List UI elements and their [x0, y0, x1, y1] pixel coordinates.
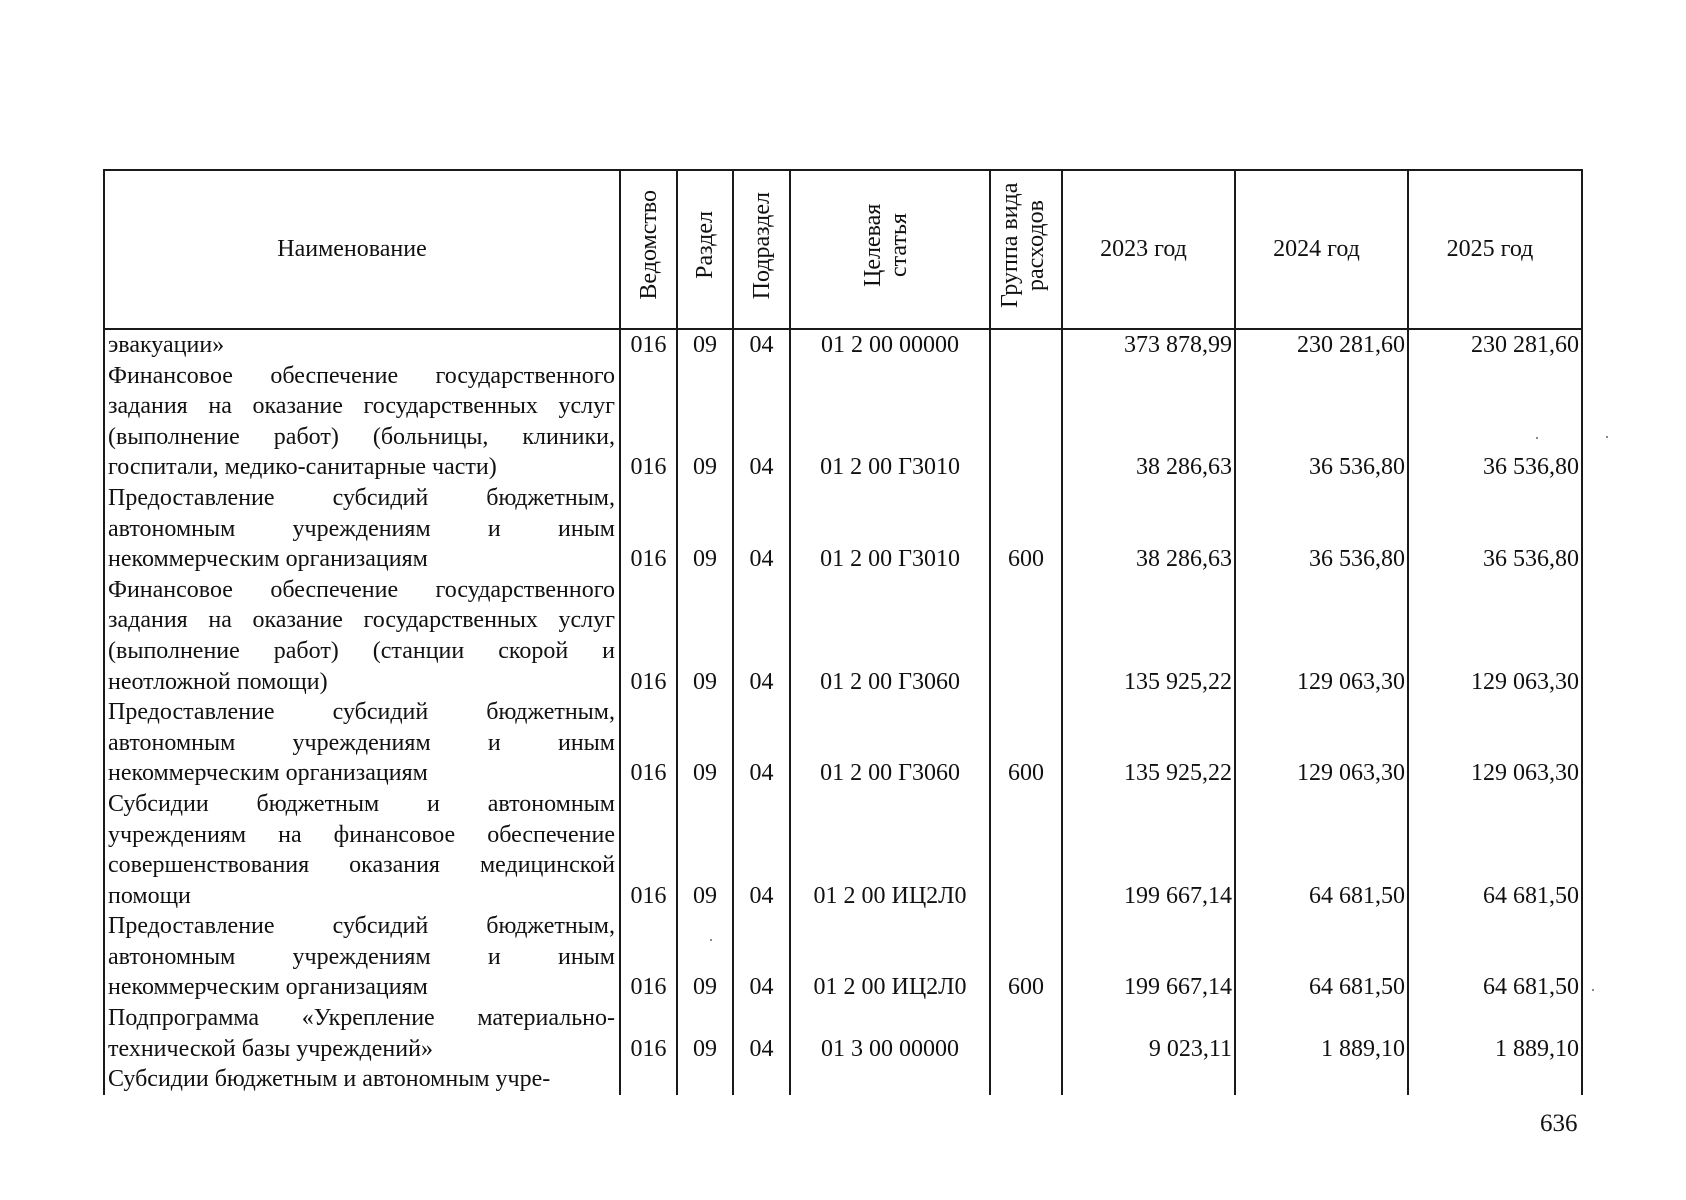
header-podrazdel: [733, 170, 790, 329]
cell-razdel: 09: [677, 1003, 733, 1064]
cell-name: эвакуации»: [104, 329, 620, 361]
table-row: [104, 911, 1582, 1003]
cell-2024: 129 063,30: [1235, 575, 1408, 697]
cell-name: Финансовое обеспечение государственного задания на оказание государственных услуг (выполнение работ) (больницы, клиники, госпитали, медико-санитарные части): [104, 361, 620, 483]
cell-name: Субсидии бюджетным и автономным учреждениям на финансовое обеспечение совершенствования оказания медицинской помощи: [104, 789, 620, 911]
cell-celevaya: 01 2 00 Г3060: [790, 575, 990, 697]
cell-2024: 64 681,50: [1235, 789, 1408, 911]
cell-vedomstvo: 016: [620, 789, 677, 911]
cell-2023: 9 023,11: [1062, 1003, 1235, 1064]
cell-razdel: 09: [677, 483, 733, 575]
cell-vedomstvo: [620, 1064, 677, 1095]
header-2025: 2025 год: [1408, 170, 1582, 329]
cell-gruppa: [990, 575, 1062, 697]
table-row: [104, 789, 1582, 911]
cell-2024: 129 063,30: [1235, 697, 1408, 789]
scan-speck: [1606, 436, 1608, 438]
cell-2024: 1 889,10: [1235, 1003, 1408, 1064]
header-razdel-label: Раздел: [692, 211, 718, 280]
cell-celevaya: 01 2 00 00000: [790, 329, 990, 361]
cell-podrazdel: 04: [733, 361, 790, 483]
cell-name: Финансовое обеспечение государственного задания на оказание государственных услуг (выполнение работ) (станции скорой и неотложной помощи): [104, 575, 620, 697]
cell-2023: 373 878,99: [1062, 329, 1235, 361]
cell-gruppa: 600: [990, 483, 1062, 575]
cell-2023: [1062, 1064, 1235, 1095]
header-podrazdel-label: Подраздел: [748, 191, 775, 299]
scan-speck: [1536, 437, 1538, 439]
header-celevaya-label: Целевая статья: [860, 203, 912, 287]
header-2024: 2024 год: [1235, 170, 1408, 329]
cell-name: Предоставление субсидий бюджетным, автономным учреждениям и иным некоммерческим организациям: [104, 911, 620, 1003]
cell-vedomstvo: 016: [620, 911, 677, 1003]
cell-name: Субсидии бюджетным и автономным учре-: [104, 1064, 620, 1095]
cell-2023: 38 286,63: [1062, 361, 1235, 483]
cell-podrazdel: 04: [733, 1003, 790, 1064]
cell-gruppa: [990, 789, 1062, 911]
cell-razdel: 09: [677, 329, 733, 361]
cell-vedomstvo: 016: [620, 697, 677, 789]
cell-vedomstvo: 016: [620, 329, 677, 361]
cell-gruppa: 600: [990, 911, 1062, 1003]
cell-2025: 36 536,80: [1408, 361, 1582, 483]
header-name: Наименование: [104, 170, 620, 329]
header-celevaya: [790, 170, 990, 329]
page-number: 636: [1540, 1110, 1578, 1137]
cell-razdel: [677, 1064, 733, 1095]
cell-2025: 230 281,60: [1408, 329, 1582, 361]
cell-podrazdel: 04: [733, 789, 790, 911]
table-row: [104, 697, 1582, 789]
cell-razdel: 09: [677, 697, 733, 789]
cell-podrazdel: 04: [733, 483, 790, 575]
cell-2024: 230 281,60: [1235, 329, 1408, 361]
cell-name: Предоставление субсидий бюджетным, автономным учреждениям и иным некоммерческим организациям: [104, 697, 620, 789]
header-razdel: [677, 170, 733, 329]
cell-razdel: 09: [677, 911, 733, 1003]
cell-celevaya: [790, 1064, 990, 1095]
header-gruppa: [990, 170, 1062, 329]
scan-speck: [710, 939, 712, 941]
cell-celevaya: 01 2 00 Г3010: [790, 483, 990, 575]
table-row: [104, 575, 1582, 697]
cell-2023: 135 925,22: [1062, 575, 1235, 697]
cell-gruppa: [990, 1003, 1062, 1064]
table-row: [104, 329, 1582, 361]
cell-2024: 36 536,80: [1235, 483, 1408, 575]
cell-2025: 64 681,50: [1408, 789, 1582, 911]
header-vedomstvo: [620, 170, 677, 329]
cell-2025: 1 889,10: [1408, 1003, 1582, 1064]
cell-name: Подпрограмма «Укрепление материально-технической базы учреждений»: [104, 1003, 620, 1064]
cell-2024: 36 536,80: [1235, 361, 1408, 483]
cell-celevaya: 01 2 00 Г3010: [790, 361, 990, 483]
cell-vedomstvo: 016: [620, 575, 677, 697]
cell-razdel: 09: [677, 789, 733, 911]
cell-podrazdel: 04: [733, 575, 790, 697]
cell-razdel: 09: [677, 575, 733, 697]
table-row: [104, 361, 1582, 483]
cell-gruppa: [990, 361, 1062, 483]
cell-2024: [1235, 1064, 1408, 1095]
cell-2025: 129 063,30: [1408, 575, 1582, 697]
scan-speck: [1592, 989, 1594, 991]
cell-gruppa: 600: [990, 697, 1062, 789]
cell-2025: [1408, 1064, 1582, 1095]
cell-2023: 199 667,14: [1062, 789, 1235, 911]
budget-table: [103, 169, 1583, 1095]
cell-celevaya: 01 3 00 00000: [790, 1003, 990, 1064]
header-vedomstvo-label: Ведомство: [635, 190, 662, 300]
cell-gruppa: [990, 1064, 1062, 1095]
cell-podrazdel: [733, 1064, 790, 1095]
cell-2025: 129 063,30: [1408, 697, 1582, 789]
cell-podrazdel: 04: [733, 697, 790, 789]
cell-2024: 64 681,50: [1235, 911, 1408, 1003]
cell-2025: 64 681,50: [1408, 911, 1582, 1003]
cell-celevaya: 01 2 00 ИЦ2Л0: [790, 911, 990, 1003]
table-header: [104, 170, 1582, 329]
header-2023: 2023 год: [1062, 170, 1235, 329]
table-body: [104, 329, 1582, 1095]
cell-celevaya: 01 2 00 Г3060: [790, 697, 990, 789]
cell-vedomstvo: 016: [620, 361, 677, 483]
cell-vedomstvo: 016: [620, 1003, 677, 1064]
header-gruppa-label: Группа вида расходов: [997, 182, 1049, 308]
cell-podrazdel: 04: [733, 329, 790, 361]
cell-celevaya: 01 2 00 ИЦ2Л0: [790, 789, 990, 911]
cell-razdel: 09: [677, 361, 733, 483]
cell-2023: 38 286,63: [1062, 483, 1235, 575]
cell-name: Предоставление субсидий бюджетным, автономным учреждениям и иным некоммерческим организациям: [104, 483, 620, 575]
cell-2023: 199 667,14: [1062, 911, 1235, 1003]
cell-2025: 36 536,80: [1408, 483, 1582, 575]
cell-vedomstvo: 016: [620, 483, 677, 575]
cell-2023: 135 925,22: [1062, 697, 1235, 789]
cell-gruppa: [990, 329, 1062, 361]
budget-table-container: [103, 169, 1581, 1095]
table-row: [104, 1003, 1582, 1064]
cell-podrazdel: 04: [733, 911, 790, 1003]
table-row: [104, 1064, 1582, 1095]
table-row: [104, 483, 1582, 575]
